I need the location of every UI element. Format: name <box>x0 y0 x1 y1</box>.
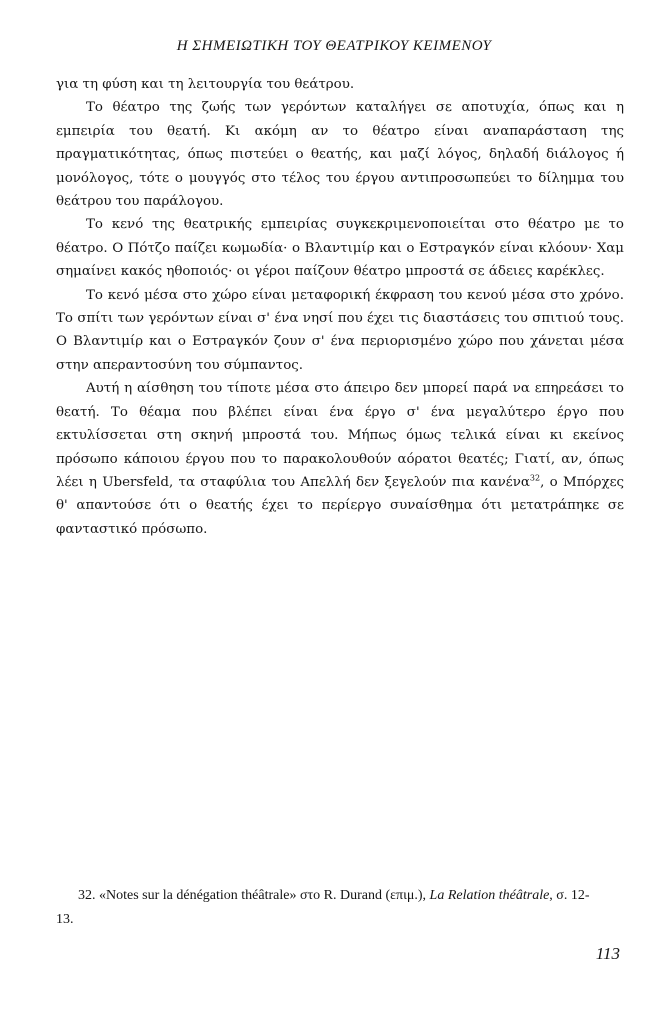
paragraph-text: Αυτή η αίσθηση του τίποτε μέσα στο άπειρο δεν μπορεί παρά να επηρεάσει το θεατή. Το θέαμα που βλέπει είναι ένα έργο σ' ένα μεγαλύτερο έργο που εκτυλίσσεται στη σκηνή μπροστά του. Μήπως όμως τελικά είναι κι εκείνος πρόσωπο κάποιου έργου που το παρακολουθούν αόρατοι θεατές; Γιατί, αν, όπως λέει η Ubersfeld, τα σταφύλια του Απελλή δεν ξεγελούν πια κανένα <box>56 381 624 490</box>
footnote-line <box>56 908 624 932</box>
paragraph: Το θέατρο της ζωής των γερόντων καταλήγει σε αποτυχία, όπως και η εμπειρία του θεατή. Κι ακόμη αν το θέατρο είναι αναπαράσταση της πραγματικότητας, όπως πιστεύει ο θεατής, και μαζί λόγος, δηλαδή διάλογος ή μονόλογος, τότε ο μουγγός στο τέλος του έργου αντιπροσωπεύει το δίλημμα του θεάτρου του παράλογου. <box>56 100 624 210</box>
footnote-pages: 13. <box>56 912 74 927</box>
paragraph-with-note <box>56 377 624 541</box>
running-header: Η ΣΗΜΕΙΩΤΙΚΗ ΤΟΥ ΘΕΑΤΡΙΚΟΥ ΚΕΙΜΕΝΟΥ <box>176 38 492 54</box>
footnote-source-title: «Notes sur la dénégation théâtrale» <box>99 888 297 903</box>
footnote-book-title: La Relation théâtrale <box>429 888 550 903</box>
footnote-line <box>56 884 624 908</box>
paragraph-continuation: για τη φύση και τη λειτουργία του θεάτρου. <box>56 77 355 92</box>
footnote-number: 32. <box>78 888 96 903</box>
footnote-reference: 32 <box>529 473 541 483</box>
footnote-text: στο R. Durand (επιμ.), <box>296 888 430 903</box>
paragraph: Το κενό μέσα στο χώρο είναι μεταφορική έκφραση του κενού μέσα στο χρόνο. Το σπίτι των γερόντων είναι σ' ένα νησί που έχει τις διαστάσεις του σπιτιού τους. Ο Βλαντιμίρ και ο Εστραγκόν ζουν σ' ένα περιορισμένο χώρο που χάνεται μέσα στην απεραντοσύνη του σύμπαντος. <box>56 287 624 373</box>
paragraph: Το κενό της θεατρικής εμπειρίας συγκεκριμενοποιείται στο θέατρο με το θέατρο. Ο Πότζο παίζει κωμωδία· ο Βλαντιμίρ και ο Εστραγκόν είναι κλόουν· Χαμ σημαίνει κακός ηθοποιός· οι γέροι παίζουν θέατρο μπροστά σε άδειες καρέκλες. <box>56 217 624 280</box>
page-number: 113 <box>595 944 620 963</box>
footnote <box>56 884 624 932</box>
footnote-pages: , σ. 12- <box>549 888 590 903</box>
body-text <box>56 73 624 541</box>
paragraph-text: , ο Μπόρχες θ' απαντούσε ότι ο θεατής έχει το περίεργο συναίσθημα ότι μετατράπηκε σε φανταστικό πρόσωπο. <box>56 474 625 537</box>
